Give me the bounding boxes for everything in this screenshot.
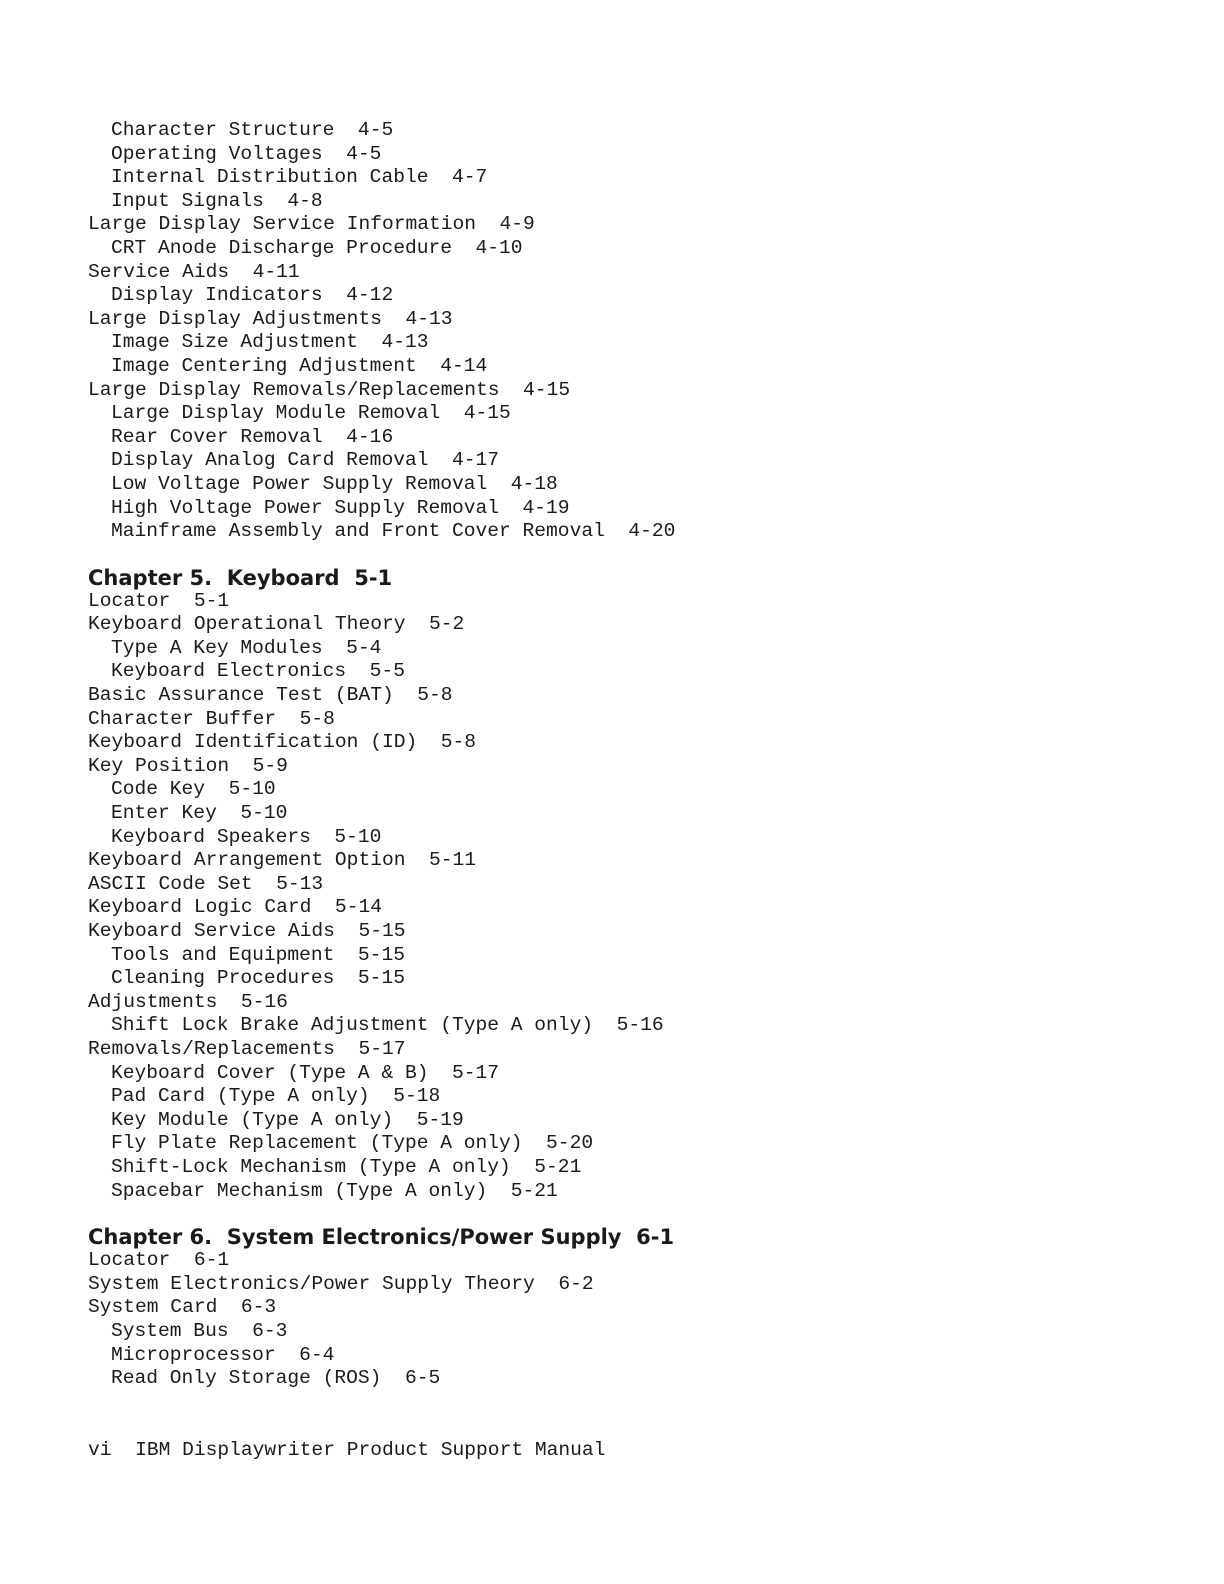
toc-subentry: Display Indicators 4-12 xyxy=(111,284,394,307)
toc-subentry: Low Voltage Power Supply Removal 4-18 xyxy=(111,472,558,495)
toc-subentry: Code Key 5-10 xyxy=(111,778,276,801)
toc-subentry: Read Only Storage (ROS) 6-5 xyxy=(111,1367,441,1390)
toc-entry: Large Display Adjustments 4-13 xyxy=(88,307,453,330)
toc-entry: System Card 6-3 xyxy=(88,1296,277,1319)
toc-subentry: Large Display Module Removal 4-15 xyxy=(111,402,511,425)
toc-subentry: CRT Anode Discharge Procedure 4-10 xyxy=(111,236,523,259)
toc-entry: Locator 5-1 xyxy=(88,589,230,612)
toc-subentry: Spacebar Mechanism (Type A only) 5-21 xyxy=(111,1179,558,1202)
manual-title: IBM Displaywriter Product Support Manual xyxy=(135,1439,606,1461)
toc-subentry: Keyboard Speakers 5-10 xyxy=(111,825,382,848)
toc-subentry: Image Centering Adjustment 4-14 xyxy=(111,354,488,377)
toc-entry: Service Aids 4-11 xyxy=(88,260,300,283)
toc-subentry: Display Analog Card Removal 4-17 xyxy=(111,449,500,472)
toc-entry: System Electronics/Power Supply Theory 6-2 xyxy=(88,1272,594,1295)
toc-subentry: High Voltage Power Supply Removal 4-19 xyxy=(111,496,570,519)
toc-subentry: System Bus 6-3 xyxy=(111,1319,288,1342)
toc-entry: Locator 6-1 xyxy=(88,1249,230,1272)
toc-subentry: Image Size Adjustment 4-13 xyxy=(111,331,429,354)
table-of-contents xyxy=(88,119,1148,1391)
toc-entry: Removals/Replacements 5-17 xyxy=(88,1037,406,1060)
toc-entry: Keyboard Operational Theory 5-2 xyxy=(88,613,465,636)
chapter-heading: Chapter 6. System Electronics/Power Supply 6-1 xyxy=(88,1225,675,1250)
page-footer xyxy=(88,1438,605,1462)
toc-entry: Large Display Service Information 4-9 xyxy=(88,213,535,236)
toc-subentry: Cleaning Procedures 5-15 xyxy=(111,967,405,990)
toc-entry: Keyboard Arrangement Option 5-11 xyxy=(88,849,477,872)
toc-entry: Adjustments 5-16 xyxy=(88,990,288,1013)
toc-subentry: Character Structure 4-5 xyxy=(111,119,394,141)
toc-entry: Keyboard Identification (ID) 5-8 xyxy=(88,731,477,754)
toc-subentry: Internal Distribution Cable 4-7 xyxy=(111,166,488,189)
toc-subentry: Pad Card (Type A only) 5-18 xyxy=(111,1085,441,1108)
toc-entry: ASCII Code Set 5-13 xyxy=(88,872,324,895)
toc-subentry: Operating Voltages 4-5 xyxy=(111,142,382,165)
toc-subentry: Keyboard Electronics 5-5 xyxy=(111,660,405,683)
toc-subentry: Fly Plate Replacement (Type A only) 5-20 xyxy=(111,1132,594,1155)
toc-entry: Keyboard Service Aids 5-15 xyxy=(88,920,406,942)
toc-subentry: Microprocessor 6-4 xyxy=(111,1343,335,1366)
toc-subentry: Mainframe Assembly and Front Cover Removal 4-20 xyxy=(111,520,676,543)
toc-subentry: Key Module (Type A only) 5-19 xyxy=(111,1108,464,1131)
chapter-heading: Chapter 5. Keyboard 5-1 xyxy=(88,565,393,590)
toc-subentry: Shift Lock Brake Adjustment (Type A only) 5-16 xyxy=(111,1014,664,1037)
toc-entry: Character Buffer 5-8 xyxy=(88,707,335,730)
toc-entry: Basic Assurance Test (BAT) 5-8 xyxy=(88,684,453,707)
toc-entry: Large Display Removals/Replacements 4-15 xyxy=(88,378,571,401)
toc-subentry: Input Signals 4-8 xyxy=(111,189,323,212)
toc-subentry: Shift-Lock Mechanism (Type A only) 5-21 xyxy=(111,1155,582,1178)
toc-entry: Keyboard Logic Card 5-14 xyxy=(88,896,382,919)
page-number: vi xyxy=(88,1439,112,1461)
toc-subentry: Rear Cover Removal 4-16 xyxy=(111,425,394,448)
toc-subentry: Tools and Equipment 5-15 xyxy=(111,943,405,966)
toc-subentry: Enter Key 5-10 xyxy=(111,802,288,825)
toc-subentry: Keyboard Cover (Type A & B) 5-17 xyxy=(111,1061,500,1084)
toc-subentry: Type A Key Modules 5-4 xyxy=(111,636,382,659)
toc-entry: Key Position 5-9 xyxy=(88,754,288,777)
